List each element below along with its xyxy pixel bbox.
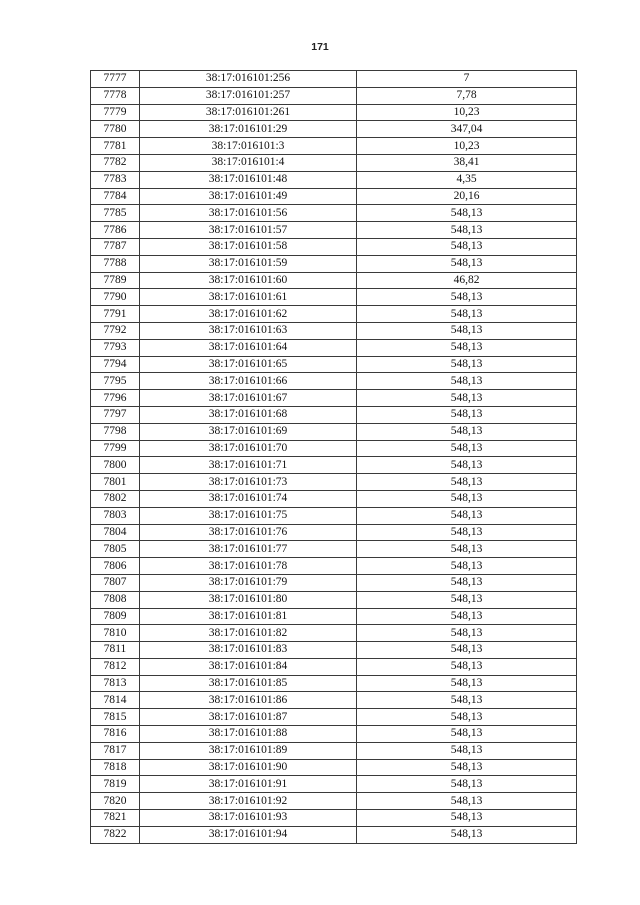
registry-table xyxy=(90,70,577,844)
table-row xyxy=(91,272,577,289)
table-row xyxy=(91,205,577,222)
cadastral-number-cell: 38:17:016101:83 xyxy=(140,642,357,659)
row-number-cell: 7779 xyxy=(91,104,140,121)
row-number-cell: 7783 xyxy=(91,171,140,188)
value-cell: 548,13 xyxy=(357,423,577,440)
table-row xyxy=(91,574,577,591)
row-number-cell: 7793 xyxy=(91,339,140,356)
value-cell: 548,13 xyxy=(357,205,577,222)
row-number-cell: 7820 xyxy=(91,793,140,810)
row-number-cell: 7822 xyxy=(91,826,140,843)
row-number-cell: 7804 xyxy=(91,524,140,541)
row-number-cell: 7810 xyxy=(91,625,140,642)
table-row xyxy=(91,255,577,272)
value-cell: 548,13 xyxy=(357,457,577,474)
row-number-cell: 7780 xyxy=(91,121,140,138)
table-row xyxy=(91,658,577,675)
cadastral-number-cell: 38:17:016101:78 xyxy=(140,558,357,575)
table-row xyxy=(91,591,577,608)
row-number-cell: 7798 xyxy=(91,423,140,440)
value-cell: 548,13 xyxy=(357,793,577,810)
table-row xyxy=(91,306,577,323)
cadastral-number-cell: 38:17:016101:4 xyxy=(140,154,357,171)
table-row xyxy=(91,322,577,339)
value-cell: 10,23 xyxy=(357,104,577,121)
row-number-cell: 7789 xyxy=(91,272,140,289)
table-row xyxy=(91,524,577,541)
row-number-cell: 7799 xyxy=(91,440,140,457)
table-row xyxy=(91,558,577,575)
value-cell: 347,04 xyxy=(357,121,577,138)
table-row xyxy=(91,507,577,524)
cadastral-number-cell: 38:17:016101:63 xyxy=(140,322,357,339)
row-number-cell: 7811 xyxy=(91,642,140,659)
cadastral-number-cell: 38:17:016101:80 xyxy=(140,591,357,608)
value-cell: 548,13 xyxy=(357,726,577,743)
row-number-cell: 7812 xyxy=(91,658,140,675)
table-row xyxy=(91,423,577,440)
row-number-cell: 7796 xyxy=(91,390,140,407)
registry-table-body xyxy=(91,71,577,844)
table-row xyxy=(91,71,577,88)
table-row xyxy=(91,356,577,373)
value-cell: 548,13 xyxy=(357,658,577,675)
row-number-cell: 7808 xyxy=(91,591,140,608)
table-row xyxy=(91,457,577,474)
value-cell: 548,13 xyxy=(357,826,577,843)
cadastral-number-cell: 38:17:016101:84 xyxy=(140,658,357,675)
table-row xyxy=(91,406,577,423)
cadastral-number-cell: 38:17:016101:64 xyxy=(140,339,357,356)
value-cell: 548,13 xyxy=(357,390,577,407)
value-cell: 548,13 xyxy=(357,339,577,356)
table-row xyxy=(91,810,577,827)
cadastral-number-cell: 38:17:016101:261 xyxy=(140,104,357,121)
value-cell: 46,82 xyxy=(357,272,577,289)
row-number-cell: 7778 xyxy=(91,87,140,104)
value-cell: 548,13 xyxy=(357,776,577,793)
row-number-cell: 7794 xyxy=(91,356,140,373)
cadastral-number-cell: 38:17:016101:66 xyxy=(140,373,357,390)
row-number-cell: 7805 xyxy=(91,541,140,558)
table-row xyxy=(91,238,577,255)
value-cell: 548,13 xyxy=(357,675,577,692)
value-cell: 7,78 xyxy=(357,87,577,104)
table-row xyxy=(91,709,577,726)
table-row xyxy=(91,121,577,138)
row-number-cell: 7800 xyxy=(91,457,140,474)
row-number-cell: 7791 xyxy=(91,306,140,323)
cadastral-number-cell: 38:17:016101:61 xyxy=(140,289,357,306)
table-row xyxy=(91,642,577,659)
row-number-cell: 7819 xyxy=(91,776,140,793)
value-cell: 548,13 xyxy=(357,574,577,591)
row-number-cell: 7801 xyxy=(91,474,140,491)
cadastral-number-cell: 38:17:016101:3 xyxy=(140,138,357,155)
value-cell: 548,13 xyxy=(357,222,577,239)
table-row xyxy=(91,373,577,390)
row-number-cell: 7813 xyxy=(91,675,140,692)
cadastral-number-cell: 38:17:016101:89 xyxy=(140,742,357,759)
cadastral-number-cell: 38:17:016101:85 xyxy=(140,675,357,692)
value-cell: 548,13 xyxy=(357,709,577,726)
value-cell: 20,16 xyxy=(357,188,577,205)
cadastral-number-cell: 38:17:016101:94 xyxy=(140,826,357,843)
table-row xyxy=(91,692,577,709)
value-cell: 548,13 xyxy=(357,591,577,608)
row-number-cell: 7806 xyxy=(91,558,140,575)
cadastral-number-cell: 38:17:016101:88 xyxy=(140,726,357,743)
row-number-cell: 7792 xyxy=(91,322,140,339)
value-cell: 548,13 xyxy=(357,558,577,575)
row-number-cell: 7795 xyxy=(91,373,140,390)
row-number-cell: 7787 xyxy=(91,238,140,255)
value-cell: 548,13 xyxy=(357,490,577,507)
table-row xyxy=(91,222,577,239)
value-cell: 548,13 xyxy=(357,322,577,339)
table-row xyxy=(91,776,577,793)
value-cell: 548,13 xyxy=(357,306,577,323)
cadastral-number-cell: 38:17:016101:67 xyxy=(140,390,357,407)
row-number-cell: 7790 xyxy=(91,289,140,306)
value-cell: 548,13 xyxy=(357,289,577,306)
cadastral-number-cell: 38:17:016101:81 xyxy=(140,608,357,625)
row-number-cell: 7807 xyxy=(91,574,140,591)
row-number-cell: 7784 xyxy=(91,188,140,205)
value-cell: 548,13 xyxy=(357,625,577,642)
value-cell: 548,13 xyxy=(357,238,577,255)
value-cell: 548,13 xyxy=(357,541,577,558)
value-cell: 548,13 xyxy=(357,642,577,659)
cadastral-number-cell: 38:17:016101:71 xyxy=(140,457,357,474)
row-number-cell: 7797 xyxy=(91,406,140,423)
value-cell: 548,13 xyxy=(357,608,577,625)
cadastral-number-cell: 38:17:016101:76 xyxy=(140,524,357,541)
value-cell: 7 xyxy=(357,71,577,88)
cadastral-number-cell: 38:17:016101:60 xyxy=(140,272,357,289)
table-row xyxy=(91,742,577,759)
row-number-cell: 7785 xyxy=(91,205,140,222)
cadastral-number-cell: 38:17:016101:87 xyxy=(140,709,357,726)
table-row xyxy=(91,188,577,205)
cadastral-number-cell: 38:17:016101:69 xyxy=(140,423,357,440)
table-row xyxy=(91,474,577,491)
table-row xyxy=(91,759,577,776)
cadastral-number-cell: 38:17:016101:91 xyxy=(140,776,357,793)
cadastral-number-cell: 38:17:016101:257 xyxy=(140,87,357,104)
cadastral-number-cell: 38:17:016101:57 xyxy=(140,222,357,239)
table-row xyxy=(91,339,577,356)
table-row xyxy=(91,625,577,642)
cadastral-number-cell: 38:17:016101:79 xyxy=(140,574,357,591)
value-cell: 548,13 xyxy=(357,524,577,541)
table-row xyxy=(91,154,577,171)
value-cell: 548,13 xyxy=(357,692,577,709)
value-cell: 548,13 xyxy=(357,474,577,491)
table-row xyxy=(91,541,577,558)
cadastral-number-cell: 38:17:016101:86 xyxy=(140,692,357,709)
table-row xyxy=(91,104,577,121)
cadastral-number-cell: 38:17:016101:59 xyxy=(140,255,357,272)
cadastral-number-cell: 38:17:016101:68 xyxy=(140,406,357,423)
value-cell: 10,23 xyxy=(357,138,577,155)
value-cell: 38,41 xyxy=(357,154,577,171)
row-number-cell: 7802 xyxy=(91,490,140,507)
value-cell: 548,13 xyxy=(357,406,577,423)
row-number-cell: 7786 xyxy=(91,222,140,239)
table-row xyxy=(91,87,577,104)
row-number-cell: 7816 xyxy=(91,726,140,743)
value-cell: 548,13 xyxy=(357,356,577,373)
cadastral-number-cell: 38:17:016101:65 xyxy=(140,356,357,373)
row-number-cell: 7781 xyxy=(91,138,140,155)
table-row xyxy=(91,440,577,457)
row-number-cell: 7817 xyxy=(91,742,140,759)
cadastral-number-cell: 38:17:016101:93 xyxy=(140,810,357,827)
row-number-cell: 7777 xyxy=(91,71,140,88)
row-number-cell: 7782 xyxy=(91,154,140,171)
table-row xyxy=(91,726,577,743)
cadastral-number-cell: 38:17:016101:29 xyxy=(140,121,357,138)
table-row xyxy=(91,171,577,188)
table-row xyxy=(91,675,577,692)
table-row xyxy=(91,608,577,625)
value-cell: 548,13 xyxy=(357,810,577,827)
value-cell: 548,13 xyxy=(357,440,577,457)
cadastral-number-cell: 38:17:016101:62 xyxy=(140,306,357,323)
row-number-cell: 7814 xyxy=(91,692,140,709)
value-cell: 548,13 xyxy=(357,759,577,776)
cadastral-number-cell: 38:17:016101:92 xyxy=(140,793,357,810)
cadastral-number-cell: 38:17:016101:48 xyxy=(140,171,357,188)
table-row xyxy=(91,289,577,306)
row-number-cell: 7788 xyxy=(91,255,140,272)
value-cell: 548,13 xyxy=(357,373,577,390)
cadastral-number-cell: 38:17:016101:70 xyxy=(140,440,357,457)
cadastral-number-cell: 38:17:016101:82 xyxy=(140,625,357,642)
table-row xyxy=(91,390,577,407)
value-cell: 548,13 xyxy=(357,255,577,272)
cadastral-number-cell: 38:17:016101:58 xyxy=(140,238,357,255)
cadastral-number-cell: 38:17:016101:56 xyxy=(140,205,357,222)
table-row xyxy=(91,490,577,507)
page-number: 171 xyxy=(311,41,329,53)
row-number-cell: 7821 xyxy=(91,810,140,827)
table-row xyxy=(91,826,577,843)
cadastral-number-cell: 38:17:016101:73 xyxy=(140,474,357,491)
row-number-cell: 7815 xyxy=(91,709,140,726)
row-number-cell: 7818 xyxy=(91,759,140,776)
value-cell: 548,13 xyxy=(357,507,577,524)
cadastral-number-cell: 38:17:016101:256 xyxy=(140,71,357,88)
cadastral-number-cell: 38:17:016101:75 xyxy=(140,507,357,524)
cadastral-number-cell: 38:17:016101:90 xyxy=(140,759,357,776)
cadastral-number-cell: 38:17:016101:77 xyxy=(140,541,357,558)
table-row xyxy=(91,793,577,810)
cadastral-number-cell: 38:17:016101:49 xyxy=(140,188,357,205)
value-cell: 548,13 xyxy=(357,742,577,759)
row-number-cell: 7803 xyxy=(91,507,140,524)
cadastral-number-cell: 38:17:016101:74 xyxy=(140,490,357,507)
row-number-cell: 7809 xyxy=(91,608,140,625)
table-row xyxy=(91,138,577,155)
value-cell: 4,35 xyxy=(357,171,577,188)
